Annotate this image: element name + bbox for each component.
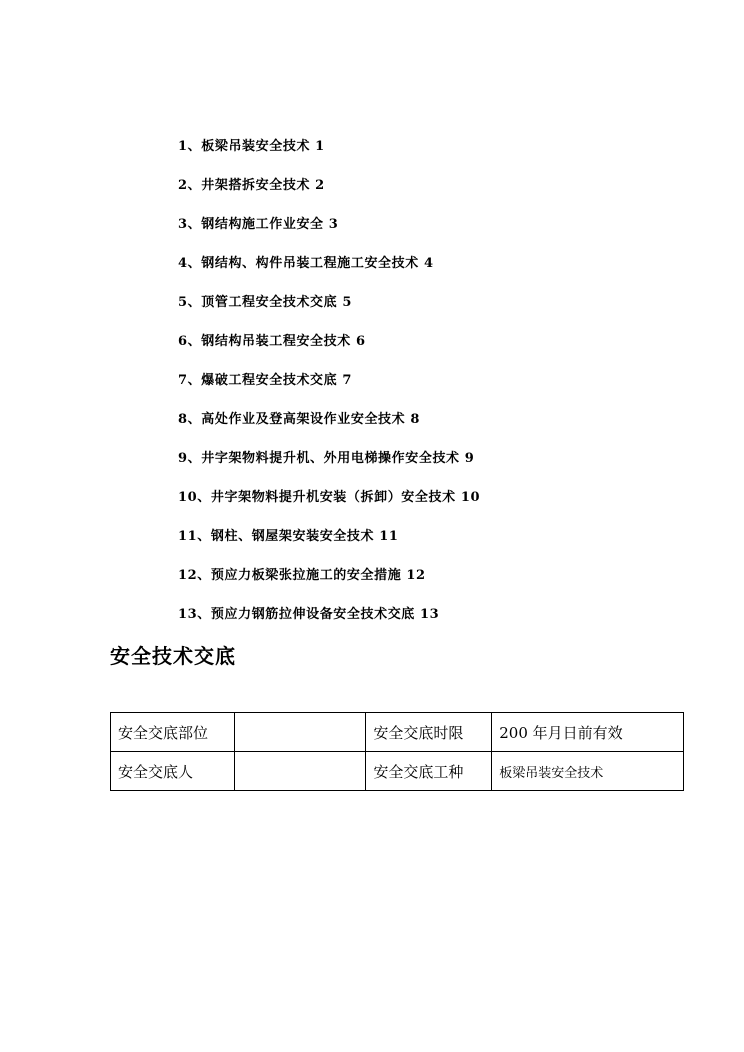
toc-item: 9、井字架物料提升机、外用电梯操作安全技术 9: [178, 451, 475, 466]
table-cell-label: 安全交底部位: [111, 713, 235, 752]
toc-item: 4、钢结构、构件吊装工程施工安全技术 4: [178, 256, 434, 271]
toc-item: 6、钢结构吊装工程安全技术 6: [178, 334, 366, 349]
table-row: [111, 752, 684, 791]
toc-item: 11、钢柱、钢屋架安装安全技术 11: [178, 529, 399, 544]
document-title: 安全技术交底: [110, 644, 236, 668]
toc-item: 8、高处作业及登高架设作业安全技术 8: [178, 412, 421, 427]
toc-item: 2、井架搭拆安全技术 2: [178, 178, 325, 193]
table-row: [111, 713, 684, 752]
toc-item: 3、钢结构施工作业安全 3: [178, 217, 339, 232]
table-cell-value: 200 年月日前有效: [492, 713, 684, 752]
table-cell-label: 安全交底时限: [366, 713, 492, 752]
toc-item: 13、预应力钢筋拉伸设备安全技术交底 13: [178, 607, 440, 622]
table-cell-value: [234, 752, 365, 791]
toc-item: 10、井字架物料提升机安装（拆卸）安全技术 10: [178, 490, 481, 505]
table-of-contents: [178, 136, 698, 643]
toc-item: 12、预应力板梁张拉施工的安全措施 12: [178, 568, 426, 583]
toc-item: 1、板梁吊装安全技术 1: [178, 139, 325, 154]
table-cell-label: 安全交底工种: [366, 752, 492, 791]
handover-info-table: [110, 712, 684, 791]
table-cell-value: [234, 713, 365, 752]
toc-item: 7、爆破工程安全技术交底 7: [178, 373, 353, 388]
table-cell-label: 安全交底人: [111, 752, 235, 791]
table-cell-value: 板梁吊装安全技术: [492, 752, 684, 791]
toc-item: 5、顶管工程安全技术交底 5: [178, 295, 353, 310]
